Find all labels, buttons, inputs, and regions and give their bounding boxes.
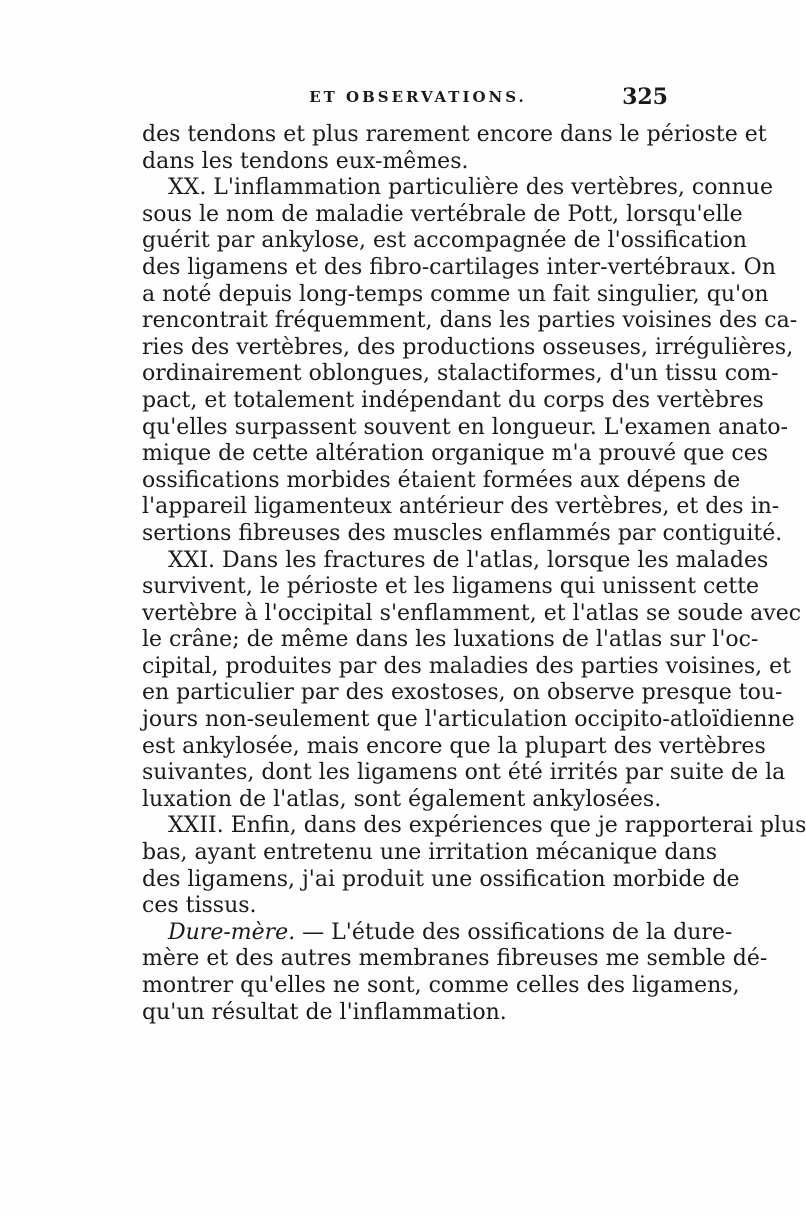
page-number: 325 <box>622 84 668 110</box>
text-line: rencontrait fréquemment, dans les parties voisines des ca- <box>142 308 798 334</box>
text-line: l'appareil ligamenteux antérieur des vertèbres, et des in- <box>142 494 780 520</box>
text-line: sous le nom de maladie vertébrale de Pott, lorsqu'elle <box>142 201 743 227</box>
text-line: des tendons et plus rarement encore dans le périoste et <box>142 122 767 147</box>
text-line: XXI. Dans les fractures de l'atlas, lorsque les malades <box>168 547 769 573</box>
text-line: vertèbre à l'occipital s'enflamment, et l'atlas se soude avec <box>142 600 802 626</box>
text-line: mique de cette altération organique m'a prouvé que ces <box>142 441 769 467</box>
text-line: luxation de l'atlas, sont également ankylosées. <box>142 786 662 812</box>
text-line: en particulier par des exostoses, on observe presque tou- <box>142 680 783 706</box>
text-line: bas, ayant entretenu une irritation mécanique dans <box>142 840 718 866</box>
paragraph-xxi <box>142 547 802 814</box>
text-line: qu'elles surpassent souvent en longueur. L'examen anato- <box>142 414 788 440</box>
text-line: ordinairement oblongues, stalactiformes, d'un tissu com- <box>142 361 779 387</box>
text-line: jours non-seulement que l'articulation occipito-atloïdienne <box>142 707 795 733</box>
text-line: XXII. Enfin, dans des expériences que je rapporterai plus <box>168 813 806 839</box>
text-line: a noté depuis long-temps comme un fait singulier, qu'on <box>142 281 769 307</box>
running-title: ET OBSERVATIONS. <box>309 88 527 106</box>
text-line: montrer qu'elles ne sont, comme celles des ligamens, <box>142 973 740 998</box>
text-line: le crâne; de même dans les luxations de l'atlas sur l'oc- <box>142 627 759 653</box>
text-line: pact, et totalement indépendant du corps des vertèbres <box>142 387 764 413</box>
text-line: XX. L'inflammation particulière des vertèbres, connue <box>168 175 773 201</box>
text-line: cipital, produites par des maladies des parties voisines, et <box>142 653 792 679</box>
text-line: des ligamens, j'ai produit une ossification morbide de <box>142 866 740 892</box>
paragraph-xxii <box>142 813 806 919</box>
paragraph-xx <box>142 175 798 547</box>
text-line: sertions fibreuses des muscles enflammés par contiguité. <box>142 520 783 546</box>
text-line: mère et des autres membranes fibreuses me semble dé- <box>142 946 768 972</box>
text-line: est ankylosée, mais encore que la plupart des vertèbres <box>142 733 766 759</box>
body-text <box>142 122 806 1026</box>
text-line: guérit par ankylose, est accompagnée de l'ossification <box>142 228 747 254</box>
text-line: dans les tendons eux-mêmes. <box>142 148 469 174</box>
text-line: ossifications morbides étaient formées aux dépens de <box>142 467 741 493</box>
text-line: ries des vertèbres, des productions osseuses, irrégulières, <box>142 334 794 360</box>
paragraph-continuation <box>142 122 767 175</box>
text-line: survivent, le périoste et les ligamens qui unissent cette <box>142 574 760 600</box>
text-line: des ligamens et des fibro-cartilages inter-vertébraux. On <box>142 254 776 280</box>
text-line: ces tissus. <box>142 893 257 919</box>
section-heading-italic: Dure-mère. <box>168 919 296 945</box>
text-fragment: — L'étude des ossifications de la dure- <box>295 919 733 945</box>
paragraph-dure-mere <box>142 919 768 1026</box>
text-line: suivantes, dont les ligamens ont été irrités par suite de la <box>142 760 786 786</box>
page-header <box>168 84 668 118</box>
text-line <box>142 919 733 947</box>
text-line: qu'un résultat de l'inflammation. <box>142 999 507 1025</box>
